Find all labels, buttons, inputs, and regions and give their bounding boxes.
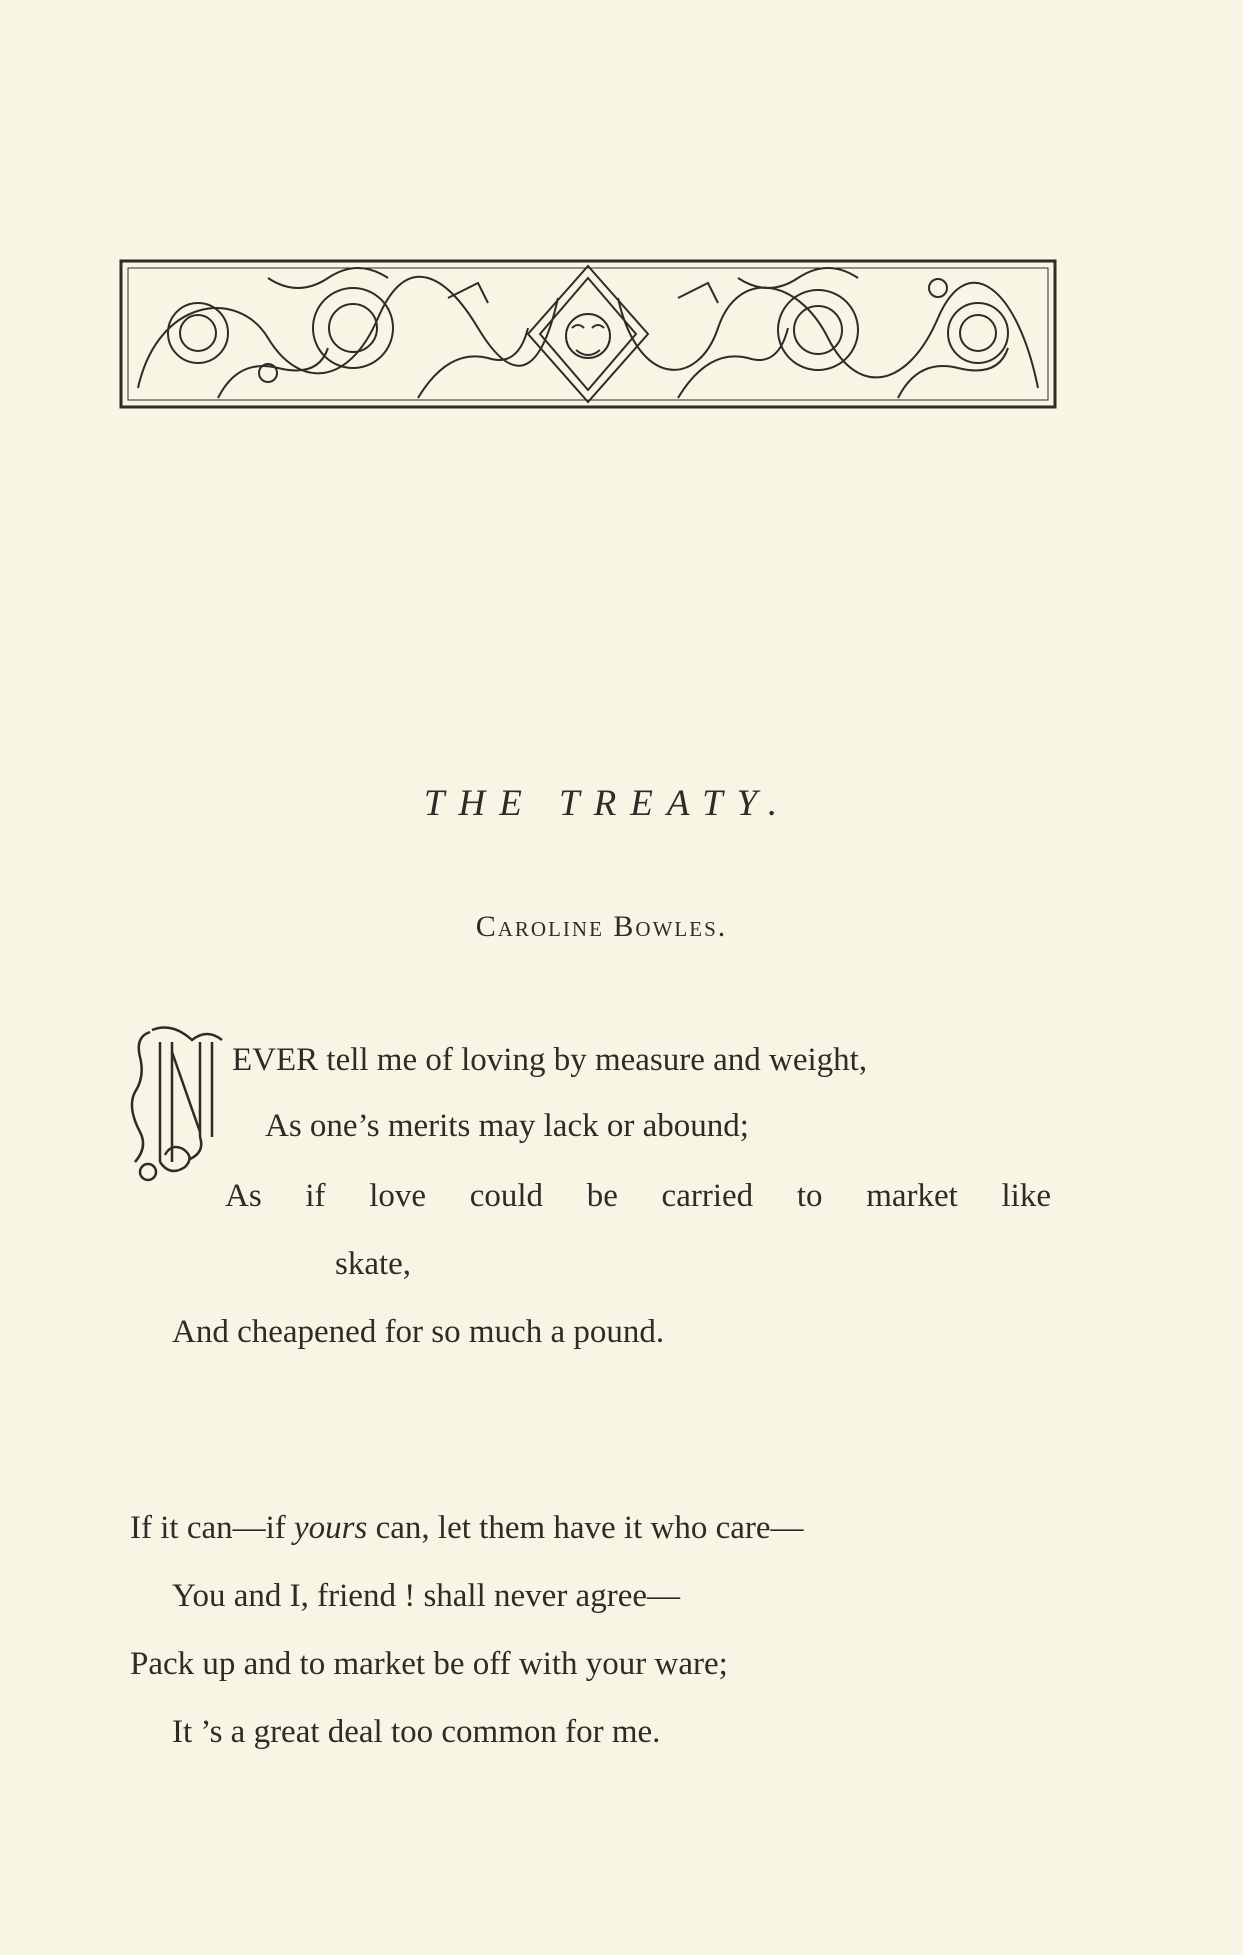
stanza1-line3: As if love could be carried to market like (225, 1178, 1051, 1214)
ornamental-drop-cap (130, 1009, 225, 1187)
drop-cap-letter: N (130, 1009, 142, 1026)
stanza2-line2: You and I, friend ! shall never agree— (172, 1578, 680, 1614)
stanza2-line1-start: If it can—if (130, 1510, 295, 1546)
stanza2-line4: It ’s a great deal too common for me. (172, 1714, 661, 1750)
stanza1-line5: And cheapened for so much a pound. (172, 1314, 665, 1350)
stanza2-line1 (130, 1508, 804, 1548)
ornamental-headpiece (118, 258, 1058, 410)
stanza1-line1: EVER tell me of loving by measure and weight, (232, 1042, 868, 1078)
stanza1-line2: As one’s merits may lack or abound; (265, 1108, 749, 1144)
stanza1-line4: skate, (335, 1246, 412, 1282)
poem-title: THE TREATY. (423, 783, 792, 824)
stanza2-line3: Pack up and to market be off with your ware; (130, 1646, 728, 1682)
stanza2-line1-emphasis: yours (294, 1510, 368, 1546)
stanza2-line1-end: can, let them have it who care— (367, 1510, 804, 1546)
poem-author: Caroline Bowles. (475, 910, 728, 943)
